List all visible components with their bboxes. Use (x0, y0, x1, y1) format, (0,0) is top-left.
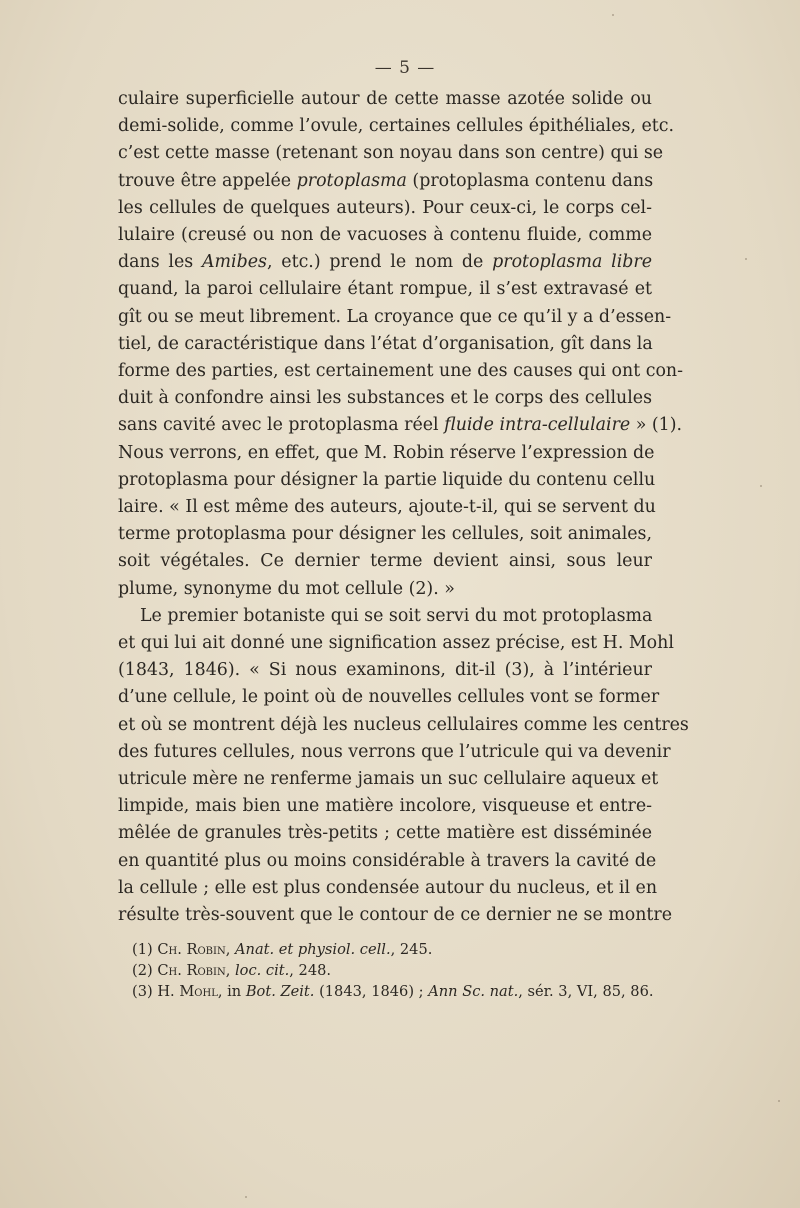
text-line: résulte très-souvent que le contour de ce dernier ne se montre (118, 905, 673, 926)
footnotes (132, 939, 652, 1002)
text-line: lulaire (creusé ou non de vacuoses à contenu fluide, comme (118, 225, 652, 246)
text-line: mêlée de granules très-petits ; cette matière est disséminée (118, 823, 652, 844)
page-number: — 5 — (374, 58, 436, 78)
text-line: et qui lui ait donné une signification assez précise, est H. Mohl (118, 633, 674, 654)
text-line: demi-solide, comme l’ovule, certaines cellules épithéliales, etc. (118, 116, 675, 137)
text-line: sans cavité avec le protoplasma réel fluide intra-cellulaire » (1). (118, 415, 683, 436)
text-line: des futures cellules, nous verrons que l’utricule qui va devenir (118, 741, 671, 762)
footnote: (1) Ch. Robin, Anat. et physiol. cell., 245. (132, 941, 433, 959)
text-line: forme des parties, est certainement une des causes qui ont con- (118, 361, 684, 382)
page-content (118, 58, 689, 1002)
footnote: (2) Ch. Robin, loc. cit., 248. (132, 962, 332, 980)
text-line: tiel, de caractéristique dans l’état d’organisation, gît dans la (118, 333, 653, 354)
text-line: duit à confondre ainsi les substances et le corps des cellules (118, 388, 652, 409)
text-line: laire. « Il est même des auteurs, ajoute-t-il, qui se servent du (118, 497, 656, 518)
text-line: c’est cette masse (retenant son noyau dans son centre) qui se (118, 143, 664, 164)
text-line: (1843, 1846). « Si nous examinons, dit-il (3), à l’intérieur (118, 660, 652, 681)
text-line: soit végétales. Ce dernier terme devient ainsi, sous leur (118, 551, 652, 572)
text-line: dans les Amibes, etc.) prend le nom de protoplasma libre (118, 252, 653, 273)
footnote: (3) H. Mohl, in Bot. Zeit. (1843, 1846) ; Ann Sc. nat., sér. 3, VI, 85, 86. (132, 983, 654, 1001)
text-line: et où se montrent déjà les nucleus cellulaires comme les centres (118, 714, 689, 735)
text-line: quand, la paroi cellulaire étant rompue, il s’est extravasé et (118, 279, 652, 300)
text-line: culaire superficielle autour de cette masse azotée solide ou (118, 89, 652, 109)
text-line: utricule mère ne renferme jamais un suc cellulaire aqueux et (118, 769, 659, 790)
text-line: Nous verrons, en effet, que M. Robin réserve l’expression de (118, 442, 655, 463)
text-line: en quantité plus ou moins considérable à travers la cavité de (118, 850, 657, 871)
text-line: protoplasma pour désigner la partie liquide du contenu cellu (118, 469, 656, 490)
text-line: la cellule ; elle est plus condensée autour du nucleus, et il en (118, 877, 658, 898)
text-line: limpide, mais bien une matière incolore, visqueuse et entre- (118, 796, 652, 817)
text-line: terme protoplasma pour désigner les cellules, soit animales, (118, 524, 652, 545)
body-text (118, 86, 689, 929)
text-line: trouve être appelée protoplasma (protoplasma contenu dans (118, 170, 654, 191)
text-line: les cellules de quelques auteurs). Pour ceux-ci, le corps cel- (118, 197, 652, 218)
text-line: gît ou se meut librement. La croyance que ce qu’il y a d’essen- (118, 306, 672, 327)
text-line: Le premier botaniste qui se soit servi du mot protoplasma (140, 605, 653, 626)
text-line: d’une cellule, le point où de nouvelles cellules vont se former (118, 687, 660, 708)
text-line: plume, synonyme du mot cellule (2). » (118, 578, 455, 599)
